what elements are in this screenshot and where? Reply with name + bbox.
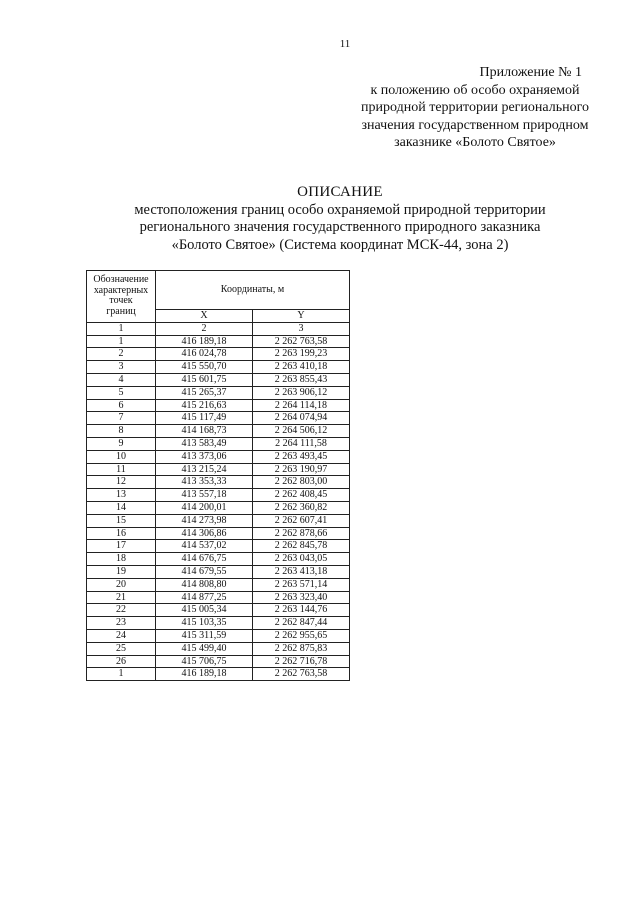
point-cell: 25 <box>87 642 156 655</box>
point-cell: 17 <box>87 540 156 553</box>
point-cell: 12 <box>87 476 156 489</box>
table-row <box>87 617 350 630</box>
x-cell: 415 550,70 <box>156 361 253 374</box>
point-cell: 14 <box>87 501 156 514</box>
table-row <box>87 629 350 642</box>
document-subtitle-line: «Болото Святое» (Система координат МСК-44, зона 2) <box>171 236 509 253</box>
appendix-title: Приложение № 1 <box>479 65 582 80</box>
y-cell: 2 262 408,45 <box>253 489 350 502</box>
y-cell: 2 262 360,82 <box>253 501 350 514</box>
point-cell: 1 <box>87 335 156 348</box>
point-cell: 19 <box>87 565 156 578</box>
document-title: ОПИСАНИЕ <box>297 184 383 200</box>
table-row <box>87 463 350 476</box>
appendix-line: к положению об особо охраняемой <box>370 82 580 98</box>
header-point <box>87 271 156 323</box>
x-cell: 415 103,35 <box>156 617 253 630</box>
point-cell: 26 <box>87 655 156 668</box>
table-row <box>87 425 350 438</box>
point-cell: 11 <box>87 463 156 476</box>
y-cell: 2 263 144,76 <box>253 604 350 617</box>
point-cell: 6 <box>87 399 156 412</box>
x-cell: 416 189,18 <box>156 668 253 681</box>
header-point-line: точек <box>109 295 133 307</box>
table-row <box>87 604 350 617</box>
header-x: X <box>156 310 253 323</box>
y-cell: 2 263 571,14 <box>253 578 350 591</box>
column-number: 3 <box>253 322 350 335</box>
x-cell: 415 311,59 <box>156 629 253 642</box>
table-row <box>87 578 350 591</box>
x-cell: 414 306,86 <box>156 527 253 540</box>
header-point-line: характерных <box>93 284 149 296</box>
x-cell: 415 216,63 <box>156 399 253 412</box>
point-cell: 15 <box>87 514 156 527</box>
table-row <box>87 386 350 399</box>
table-row <box>87 450 350 463</box>
header-point-line: Обозначение <box>93 274 149 286</box>
point-cell: 24 <box>87 629 156 642</box>
y-cell: 2 263 043,05 <box>253 553 350 566</box>
point-cell: 7 <box>87 412 156 425</box>
y-cell: 2 263 410,18 <box>253 361 350 374</box>
y-cell: 2 263 413,18 <box>253 565 350 578</box>
point-cell: 4 <box>87 373 156 386</box>
x-cell: 414 168,73 <box>156 425 253 438</box>
table-row <box>87 501 350 514</box>
document-heading <box>40 184 639 254</box>
x-cell: 414 808,80 <box>156 578 253 591</box>
document-subtitle-line: регионального значения государственного природного заказника <box>139 219 541 235</box>
header-coordinates: Координаты, м <box>156 271 350 310</box>
y-cell: 2 263 190,97 <box>253 463 350 476</box>
appendix-block <box>340 64 610 152</box>
y-cell: 2 262 955,65 <box>253 629 350 642</box>
header-y: Y <box>253 310 350 323</box>
appendix-line: заказнике «Болото Святое» <box>394 135 556 150</box>
x-cell: 414 537,02 <box>156 540 253 553</box>
y-cell: 2 263 855,43 <box>253 373 350 386</box>
table-row <box>87 348 350 361</box>
y-cell: 2 263 323,40 <box>253 591 350 604</box>
y-cell: 2 264 074,94 <box>253 412 350 425</box>
table-row <box>87 565 350 578</box>
x-cell: 416 024,78 <box>156 348 253 361</box>
x-cell: 415 706,75 <box>156 655 253 668</box>
table-row <box>87 553 350 566</box>
table-row <box>87 476 350 489</box>
x-cell: 416 189,18 <box>156 335 253 348</box>
x-cell: 413 215,24 <box>156 463 253 476</box>
x-cell: 413 353,33 <box>156 476 253 489</box>
y-cell: 2 262 875,83 <box>253 642 350 655</box>
page-number: 11 <box>339 38 351 50</box>
y-cell: 2 263 199,23 <box>253 348 350 361</box>
appendix-line: значения государственном природном <box>361 117 589 133</box>
table-row <box>87 527 350 540</box>
table-row <box>87 514 350 527</box>
y-cell: 2 262 763,58 <box>253 335 350 348</box>
y-cell: 2 263 493,45 <box>253 450 350 463</box>
x-cell: 413 373,06 <box>156 450 253 463</box>
x-cell: 415 601,75 <box>156 373 253 386</box>
document-subtitle-line: местоположения границ особо охраняемой природной территории <box>134 201 546 218</box>
appendix-line: природной территории регионального <box>361 100 589 115</box>
y-cell: 2 262 607,41 <box>253 514 350 527</box>
x-cell: 414 676,75 <box>156 553 253 566</box>
table-row <box>87 361 350 374</box>
table-row <box>87 642 350 655</box>
table-body <box>87 335 350 681</box>
point-cell: 8 <box>87 425 156 438</box>
x-cell: 413 583,49 <box>156 437 253 450</box>
column-number: 2 <box>156 322 253 335</box>
point-cell: 22 <box>87 604 156 617</box>
point-cell: 13 <box>87 489 156 502</box>
y-cell: 2 262 716,78 <box>253 655 350 668</box>
column-number: 1 <box>87 322 156 335</box>
table-row <box>87 335 350 348</box>
table-row <box>87 668 350 681</box>
table-row <box>87 540 350 553</box>
x-cell: 414 877,25 <box>156 591 253 604</box>
point-cell: 18 <box>87 553 156 566</box>
table-row <box>87 437 350 450</box>
x-cell: 415 499,40 <box>156 642 253 655</box>
point-cell: 2 <box>87 348 156 361</box>
table-row <box>87 373 350 386</box>
point-cell: 23 <box>87 617 156 630</box>
point-cell: 5 <box>87 386 156 399</box>
y-cell: 2 264 506,12 <box>253 425 350 438</box>
y-cell: 2 262 847,44 <box>253 617 350 630</box>
table-row <box>87 412 350 425</box>
y-cell: 2 262 803,00 <box>253 476 350 489</box>
x-cell: 415 117,49 <box>156 412 253 425</box>
y-cell: 2 264 114,18 <box>253 399 350 412</box>
table-row <box>87 591 350 604</box>
y-cell: 2 264 111,58 <box>253 437 350 450</box>
y-cell: 2 263 906,12 <box>253 386 350 399</box>
coordinates-table <box>86 270 350 681</box>
point-cell: 10 <box>87 450 156 463</box>
point-cell: 3 <box>87 361 156 374</box>
table-row <box>87 399 350 412</box>
y-cell: 2 262 845,78 <box>253 540 350 553</box>
x-cell: 415 005,34 <box>156 604 253 617</box>
x-cell: 415 265,37 <box>156 386 253 399</box>
x-cell: 413 557,18 <box>156 489 253 502</box>
point-cell: 9 <box>87 437 156 450</box>
point-cell: 21 <box>87 591 156 604</box>
point-cell: 16 <box>87 527 156 540</box>
x-cell: 414 200,01 <box>156 501 253 514</box>
y-cell: 2 262 763,58 <box>253 668 350 681</box>
y-cell: 2 262 878,66 <box>253 527 350 540</box>
point-cell: 20 <box>87 578 156 591</box>
x-cell: 414 679,55 <box>156 565 253 578</box>
point-cell: 1 <box>87 668 156 681</box>
table-row <box>87 655 350 668</box>
table-row <box>87 489 350 502</box>
x-cell: 414 273,98 <box>156 514 253 527</box>
header-point-line: границ <box>106 305 136 317</box>
